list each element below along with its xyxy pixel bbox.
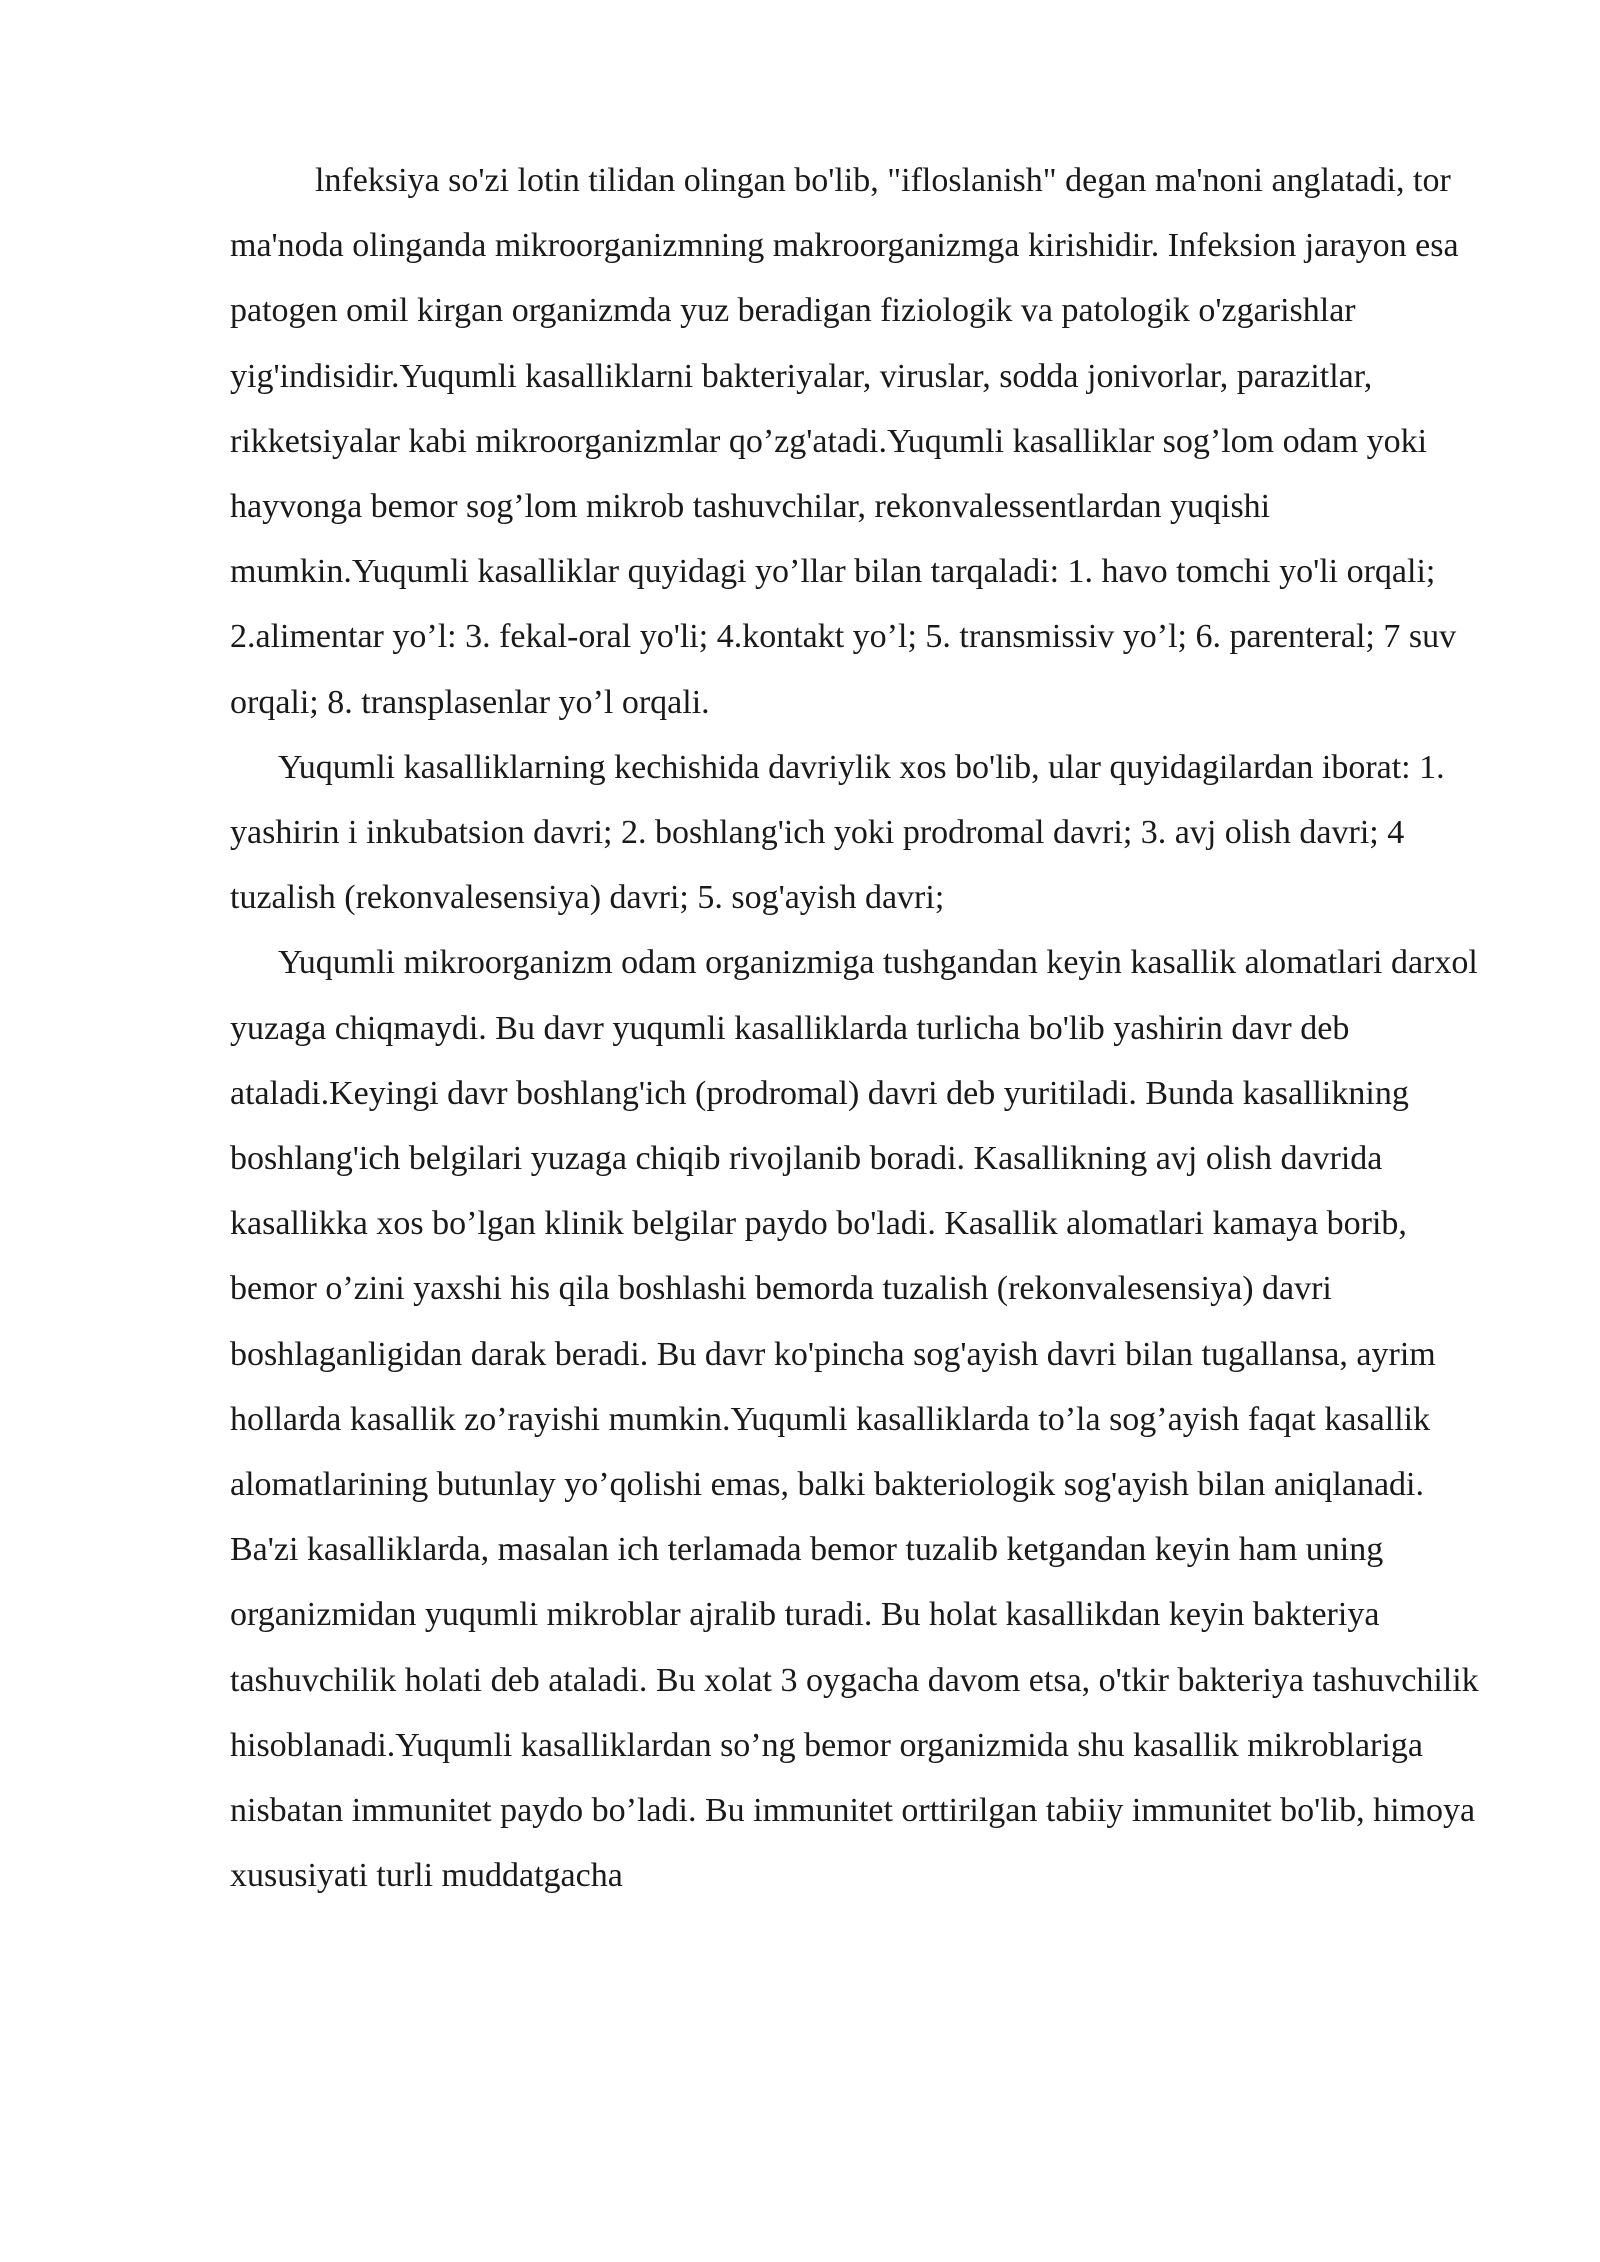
paragraph-infection-definition: lnfeksiya so'zi lotin tilidan olingan bo'lib, "ifloslanish" degan ma'noni anglatadi, tor ma'noda olinganda mikroorganizmning makroorganizmga kirishidir. Infeksion jarayon esa patogen omil kirgan organizmda yuz beradigan fiziologik va patologik o'zgarishlar yig'indisidir.Yuqumli kasalliklarni bakteriyalar, viruslar, sodda jonivorlar, parazitlar, rikketsiyalar kabi mikroorganizmlar qo’zg'atadi.Yuqumli kasalliklar sog’lom odam yoki hayvonga bemor sog’lom mikrob tashuvchilar, rekonvalessentlardan yuqishi mumkin.Yuqumli kasalliklar quyidagi yo’llar bilan tarqaladi: 1. havo tomchi yo'li orqali; 2.alimentar yo’l: 3. fekal-oral yo'li; 4.kontakt yo’l; 5. transmissiv yo’l; 6. parenteral; 7 suv orqali; 8. transplasenlar yo’l orqali. xyxy=(230,162,1459,721)
document-body xyxy=(230,148,1488,1908)
paragraph-disease-course: Yuqumli mikroorganizm odam organizmiga tushgandan keyin kasallik alomatlari darxol yuzaga chiqmaydi. Bu davr yuqumli kasalliklarda turlicha bo'lib yashirin davr deb ataladi.Keyingi davr boshlang'ich (prodromal) davri deb yuritiladi. Bunda kasallikning boshlang'ich belgilari yuzaga chiqib rivojlanib boradi. Kasallikning avj olish davrida kasallikka xos bo’lgan klinik belgilar paydo bo'ladi. Kasallik alomatlari kamaya borib, bemor o’zini yaxshi his qila boshlashi bemorda tuzalish (rekonvalesensiya) davri boshlaganligidan darak beradi. Bu davr ko'pincha sog'ayish davri bilan tugallansa, ayrim hollarda kasallik zo’rayishi mumkin.Yuqumli kasalliklarda to’la sog’ayish faqat kasallik alomatlarining butunlay yo’qolishi emas, balki bakteriologik sog'ayish bilan aniqlanadi. Ba'zi kasalliklarda, masalan ich terlamada bemor tuzalib ketgandan keyin ham uning organizmidan yuqumli mikroblar ajralib turadi. Bu holat kasallikdan keyin bakteriya tashuvchilik holati deb ataladi. Bu xolat 3 oygacha davom etsa, o'tkir bakteriya tashuvchilik hisoblanadi.Yuqumli kasalliklardan so’ng bemor organizmida shu kasallik mikroblariga nisbatan immunitet paydo bo’ladi. Bu immunitet orttirilgan tabiiy immunitet bo'lib, himoya xususiyati turli muddatgacha xyxy=(230,944,1479,1895)
paragraph-disease-periods: Yuqumli kasalliklarning kechishida davriylik xos bo'lib, ular quyidagilardan iborat: 1. yashirin i inkubatsion davri; 2. boshlang'ich yoki prodromal davri; 3. avj olish davri; 4 tuzalish (rekonvalesensiya) davri; 5. sog'ayish davri; xyxy=(230,748,1445,917)
